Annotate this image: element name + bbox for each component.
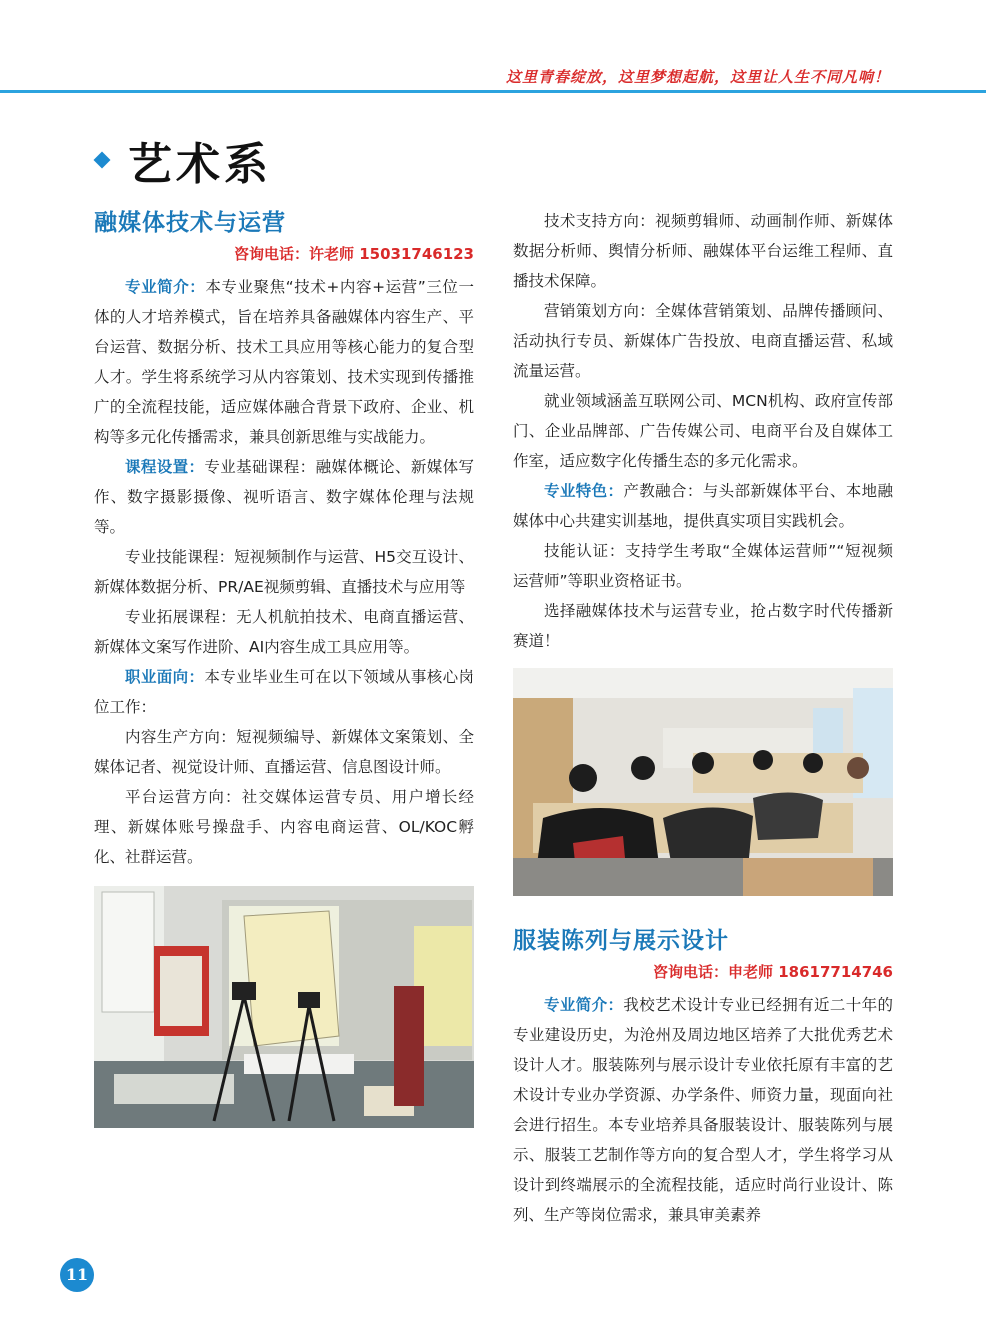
department-title: 艺术系 [128, 139, 272, 190]
studio-photo [94, 886, 474, 1128]
major1-contact: 咨询电话：许老师 15031746123 [233, 245, 474, 263]
major1-ext-courses: 专业拓展课程：无人机航拍技术、电商直播运营、新媒体文案写作进阶、AI内容生成工具应用等。 [94, 608, 474, 656]
major1-intro-label: 专业简介： [125, 278, 206, 296]
major1-feature-label: 专业特色： [544, 482, 624, 500]
major2-intro-text: 我校艺术设计专业已经拥有近二十年的专业建设历史，为沧州及周边地区培养了大批优秀艺术设计人才。服装陈列与展示设计专业依托原有丰富的艺术设计专业办学资源、办学条件、师资力量，现面向社会进行招生。本专业培养具备服装设计、服装陈列与展示、服装工艺制作等方向的复合型人才，学生将学习从设计到终端展示的全流程技能，适应时尚行业设计、陈列、生产等岗位需求，兼具审美素养 [513, 996, 893, 1224]
major2-title: 服装陈列与展示设计 [513, 928, 729, 954]
diamond-bullet-icon [94, 152, 111, 169]
major1-marketing-direction: 营销策划方向：全媒体营销策划、品牌传播顾问、活动执行专员、新媒体广告投放、电商直播运营、私域流量运营。 [513, 302, 893, 380]
major2-contact: 咨询电话：申老师 18617714746 [652, 963, 893, 981]
major1-title: 融媒体技术与运营 [94, 210, 286, 236]
major1-course-text: 专业基础课程：融媒体概论、新媒体写作、数字摄影摄像、视听语言、数字媒体伦理与法规等。 [94, 458, 474, 536]
major1-course-label: 课程设置： [125, 458, 205, 476]
major1-content-direction: 内容生产方向：短视频编导、新媒体文案策划、全媒体记者、视觉设计师、直播运营、信息图设计师。 [94, 728, 474, 776]
major1-feature-text: 产教融合：与头部新媒体平台、本地融媒体中心共建实训基地，提供真实项目实践机会。 [513, 482, 893, 530]
major1-feature [513, 476, 893, 536]
major1-career-label: 职业面向： [125, 668, 205, 686]
department-heading [96, 128, 272, 192]
header-divider [0, 90, 986, 93]
major1-skill-courses: 专业技能课程：短视频制作与运营、H5交互设计、新媒体数据分析、PR/AE视频剪辑、直播技术与应用等 [94, 548, 474, 596]
major1-intro [94, 272, 474, 452]
page-number: 11 [60, 1258, 94, 1292]
major1-courses [94, 452, 474, 542]
major1-platform-direction: 平台运营方向：社交媒体运营专员、用户增长经理、新媒体账号操盘手、内容电商运营、OL/KOC孵化、社群运营。 [94, 788, 474, 866]
major1-career-text: 本专业毕业生可在以下领域从事核心岗位工作： [94, 668, 474, 716]
major2-intro [513, 990, 893, 1230]
major2-intro-label: 专业简介： [544, 996, 624, 1014]
right-column [513, 206, 893, 1230]
major1-career [94, 662, 474, 722]
major1-tech-direction: 技术支持方向：视频剪辑师、动画制作师、新媒体数据分析师、舆情分析师、融媒体平台运维工程师、直播技术保障。 [513, 212, 893, 290]
header-slogan: 这里青春绽放，这里梦想起航，这里让人生不同凡响！ [505, 68, 890, 86]
major1-employment: 就业领域涵盖互联网公司、MCN机构、政府宣传部门、企业品牌部、广告传媒公司、电商平台及自媒体工作室，适应数字化传播生态的多元化需求。 [513, 392, 893, 470]
major1-certification: 技能认证：支持学生考取“全媒体运营师”“短视频运营师”等职业资格证书。 [513, 542, 893, 590]
major1-closing: 选择融媒体技术与运营专业，抢占数字时代传播新赛道！ [513, 602, 893, 650]
classroom-photo [513, 668, 893, 896]
major1-intro-text: 本专业聚焦“技术+内容+运营”三位一体的人才培养模式，旨在培养具备融媒体内容生产、平台运营、数据分析、技术工具应用等核心能力的复合型人才。学生将系统学习从内容策划、技术实现到传播推广的全流程技能，适应媒体融合背景下政府、企业、机构等多元化传播需求，兼具创新思维与实战能力。 [94, 278, 474, 446]
left-column [94, 206, 474, 1128]
